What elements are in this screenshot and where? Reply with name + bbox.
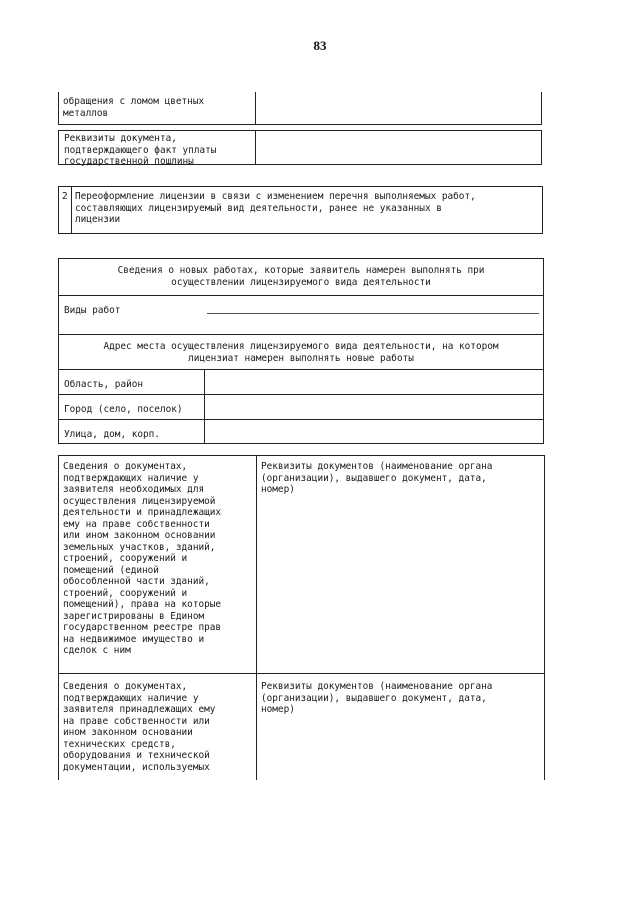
street-label: Улица, дом, корп.: [64, 429, 160, 440]
work-types-field[interactable]: [205, 297, 541, 333]
land-buildings-docs-details: Реквизиты документов (наименование органа (организации), выдавшего документ, дата, номер): [261, 461, 493, 495]
region-label: Область, район: [64, 379, 144, 390]
section-2-number: 2: [62, 191, 68, 202]
city-field[interactable]: [205, 395, 543, 419]
new-works-header: Сведения о новых работах, которые заявитель намерен выполнять при осуществлении лицензируемого вида деятельности: [117, 265, 485, 288]
address-header: Адрес места осуществления лицензируемого вида деятельности, на котором лицензиат намерен выполнять новые работы: [103, 341, 499, 364]
work-types-label: Виды работ: [64, 305, 121, 316]
section-2-row: [58, 186, 543, 234]
equipment-docs-label: Сведения о документах, подтверждающих наличие у заявителя принадлежащих ему на праве собственности или ином законном основании технических средств, оборудования и технической документации, используемых: [63, 681, 216, 773]
new-works-table: [58, 258, 544, 444]
equipment-docs-details: Реквизиты документов (наименование органа (организации), выдавшего документ, дата, номер): [261, 681, 493, 715]
payment-row: [58, 130, 542, 165]
payment-value-field[interactable]: [256, 131, 540, 164]
payment-label: Реквизиты документа, подтверждающего факт уплаты государственной пошлины: [64, 133, 217, 167]
region-field[interactable]: [205, 370, 543, 394]
street-field[interactable]: [205, 420, 543, 443]
scrap-metal-cell: обращения с ломом цветных металлов: [63, 96, 205, 119]
section-2-title: Переоформление лицензии в связи с изменением перечня выполняемых работ, составляющих лицензируемый вид деятельности, ранее не указанных в лицензии: [75, 191, 476, 225]
city-label: Город (село, поселок): [64, 404, 183, 415]
land-buildings-docs-label: Сведения о документах, подтверждающих наличие у заявителя необходимых для осуществления лицензируемой деятельности и принадлежащих ему на праве собственности или ином законном основании земельных участков, зданий, строений, сооружений и помещений (единой обособленной части зданий, строений, сооружений и помещений), права на которые зарегистрированы в Едином государственном реестре прав на недвижимое имущество и сделок с ним: [63, 461, 222, 656]
page-number: 83: [313, 38, 327, 53]
